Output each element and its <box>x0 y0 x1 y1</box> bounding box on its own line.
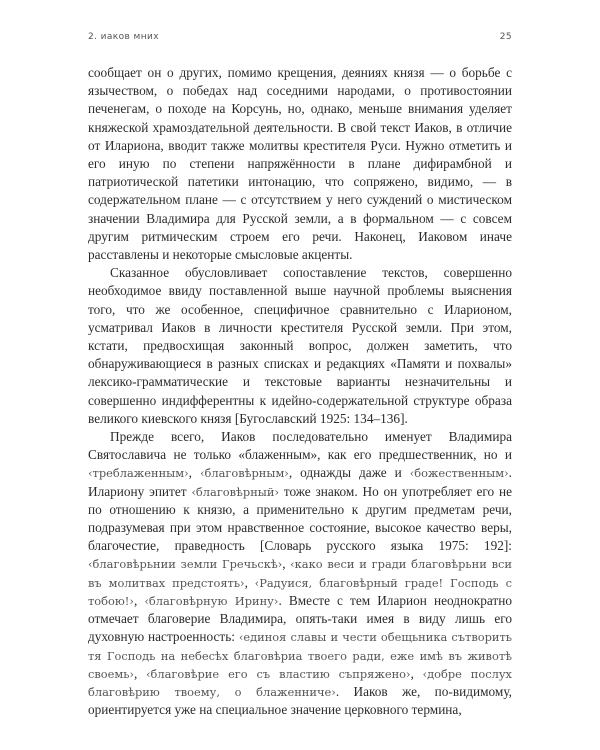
church-slavonic-quote: ‹треблаженным› <box>88 466 189 481</box>
text-run: . Вместе с тем Иларион неоднократно отмечает благоверие Владимира, опять-таки имея в виду лишь его духовную настроенность: <box>88 592 513 645</box>
church-slavonic-quote: ‹божественным› <box>409 466 509 481</box>
text-run: , <box>133 592 145 608</box>
church-slavonic-quote: ‹благовѣрьнии земли Гречьскѣ› <box>88 557 283 572</box>
text-run: , <box>134 665 146 681</box>
church-slavonic-quote: ‹како веси и гради благовѣрьни вси въ молитвах предстоять› <box>88 557 512 590</box>
paragraph <box>88 264 512 428</box>
page-number: 25 <box>499 32 512 42</box>
text-run: Сказанное обусловливает сопоставление текстов, совершенно необходимое ввиду поставленной выше научной проблемы выяснения того, что же особенное, специфичное сравнительно с Иларионом, усматривал Иаков в личности крестителя Русской земли. При этом, кстати, предвосхищая законный вопрос, должен заметить, что обнаруживающиеся в разных списках и редакциях «Памяти и похвалы» лексико-грамматические и текстовые варианты незначительны и совершенно индифферентны к идейно-содержательной структуре образа великого киевского князя [Бугославский 1925: 134–136]. <box>88 265 512 426</box>
text-run: сообщает он о других, помимо крещения, деяниях князя — о борьбе с язычеством, о победах над соседними народами, о противостоянии печенегам, о походе на Корсунь, но, однако, меньше внимания уделяет княжеской храмоздательной деятельности. В свой текст Иаков, в отличие от Илариона, вводит также молитвы крестителя Руси. Нужно отметить и его иную по степени напряжённости в плане дифирамбной и патриотической патетики интонацию, что сопряжено, видимо, — в содержательном плане — с отсутствием у него суждений о мистическом значении Владимира для Русской земли, а в формальном — с совсем другим ритмическим строем его речи. Наконец, Иаковом иначе расставлены и некоторые смысловые акценты. <box>88 65 512 263</box>
text-run: . Илариону эпитет <box>88 465 512 499</box>
church-slavonic-quote: ‹благовѣрным› <box>199 466 289 481</box>
church-slavonic-quote: ‹добре послух благовѣрию твоему, о блаженниче› <box>88 666 512 699</box>
church-slavonic-quote: ‹единоя славы и чести обещьника сътворить тя Господь на небесѣх благовѣриа твоего ради, еже имѣ въ животѣ своемь› <box>88 630 513 681</box>
church-slavonic-quote: ‹Радуися, благовѣрный граде! Господь с тобою!› <box>88 575 512 608</box>
text-run: , однажды даже и <box>288 465 410 481</box>
body-text <box>88 64 512 719</box>
church-slavonic-quote: ‹благовѣрие его съ властию съпряжено› <box>145 666 411 681</box>
text-run: . Иаков же, по-видимому, ориентируется уже на специальное значение церковного термина, <box>88 683 512 718</box>
text-run: , <box>244 574 255 590</box>
paragraph <box>88 64 512 264</box>
text-run: , <box>410 665 423 681</box>
running-head <box>88 32 512 46</box>
text-run: , <box>282 556 291 572</box>
church-slavonic-quote: ‹благовѣрную Ирину› <box>144 593 279 608</box>
text-run: тоже знаком. Но он употребляет его не по отношению к князю, а применительно к другим предметам речи, подразумевая при этом нравственное состояние, высокое качество веры, благочестие, праведность [Словарь русского языка 1975: 192]: <box>88 483 512 554</box>
church-slavonic-quote: ‹благовѣрный› <box>191 484 280 499</box>
text-run: , <box>188 465 200 481</box>
text-run: Прежде всего, Иаков последовательно именует Владимира Святославича не только «блаженным», как его предшественник, но и <box>88 429 512 463</box>
section-title: 2. иаков мних <box>88 32 159 42</box>
paragraph <box>88 428 512 719</box>
